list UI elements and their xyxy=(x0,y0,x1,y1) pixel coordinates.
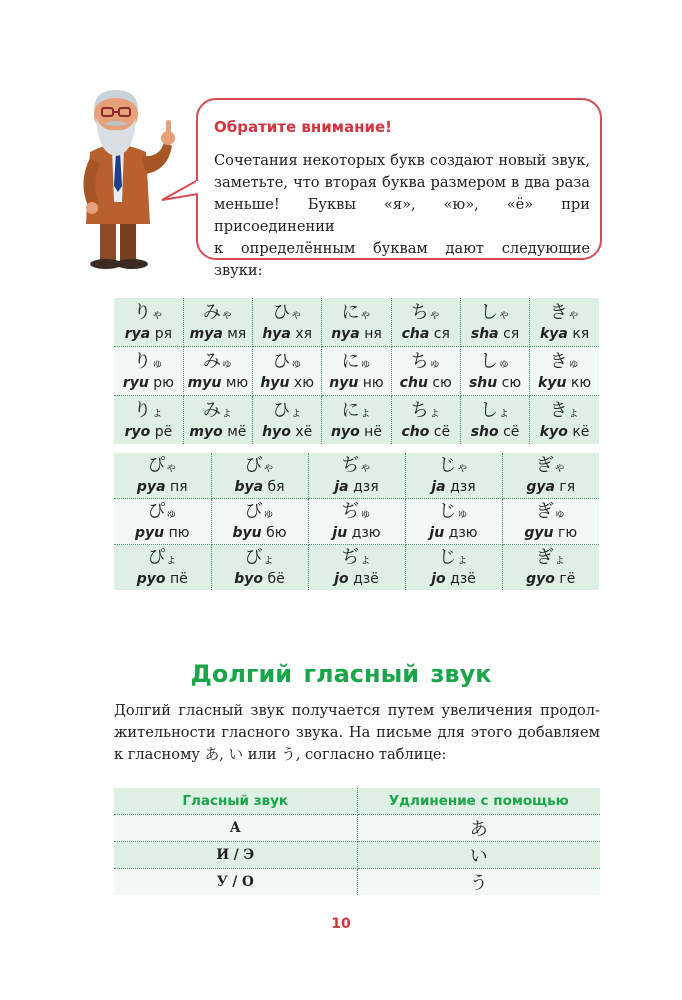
reading xyxy=(530,423,599,441)
kana-glyph xyxy=(530,400,599,423)
kana-small: ゃ xyxy=(498,306,511,321)
kana-main: ち xyxy=(410,399,429,421)
kana-small: ゃ xyxy=(553,460,566,474)
reading xyxy=(253,374,321,392)
cyrillic-reading: сю xyxy=(501,374,522,391)
reading xyxy=(392,325,460,343)
kana-small: ゅ xyxy=(290,355,303,370)
kana-cell xyxy=(405,453,502,499)
kana-cell xyxy=(114,347,183,396)
table-row xyxy=(114,499,599,545)
kana-small: ゃ xyxy=(567,306,580,321)
kana-cell xyxy=(322,347,391,396)
kana-glyph xyxy=(114,455,211,478)
kana-glyph xyxy=(503,455,600,478)
kana-cell: う xyxy=(357,869,600,896)
cyrillic-reading: сё xyxy=(433,423,451,440)
kana-small: ゃ xyxy=(359,460,372,474)
kana-cell xyxy=(391,347,460,396)
romaji: ryu xyxy=(122,374,149,391)
kana-small: ゃ xyxy=(151,306,164,321)
yoon-table-1 xyxy=(114,298,599,444)
kana-glyph xyxy=(322,302,390,325)
kana-cell xyxy=(114,499,211,545)
romaji: pyu xyxy=(134,525,165,541)
kana-small: ょ xyxy=(290,404,303,419)
cyrillic-reading: ся xyxy=(433,325,450,342)
cyrillic-reading: сё xyxy=(503,423,520,440)
cyrillic-reading: ся xyxy=(503,325,520,342)
romaji: pya xyxy=(136,479,166,495)
reading xyxy=(461,374,529,392)
cyrillic-reading: сю xyxy=(432,374,452,391)
kana-main: に xyxy=(341,301,360,323)
reading xyxy=(309,570,405,588)
cyrillic-reading: гя xyxy=(559,479,576,495)
kana-small: ゃ xyxy=(220,306,233,321)
reading xyxy=(212,524,308,542)
notice-line: Сочетания некоторых букв создают новый звук, xyxy=(214,152,590,169)
kana-main: ぎ xyxy=(535,455,554,476)
table-row xyxy=(114,815,600,842)
kana-cell xyxy=(502,453,599,499)
kana-cell xyxy=(114,545,211,591)
kana-cell xyxy=(183,298,252,347)
cyrillic-reading: бя xyxy=(267,479,285,495)
kana-cell xyxy=(183,347,252,396)
romaji: nyo xyxy=(331,423,360,440)
kana-cell xyxy=(460,347,529,396)
cyrillic-reading: хя xyxy=(295,325,313,342)
romaji: bya xyxy=(234,479,264,495)
romaji: myu xyxy=(187,374,222,391)
romaji: myo xyxy=(189,423,223,440)
reading xyxy=(309,524,405,542)
notice-line: к определённым буквам дают следующие звуки: xyxy=(214,240,590,279)
romaji: byo xyxy=(234,571,264,587)
romaji: sho xyxy=(470,423,499,440)
kana-cell xyxy=(114,298,183,347)
speech-bubble-tail xyxy=(160,178,200,208)
column-header: Гласный звук xyxy=(114,788,357,815)
romaji: gya xyxy=(526,479,555,495)
reading xyxy=(461,423,529,441)
notice-line: заметьте, что вторая буква размером в два раза xyxy=(214,174,590,191)
reading xyxy=(212,570,308,588)
kana-glyph xyxy=(530,351,599,374)
reading xyxy=(212,478,308,496)
reading xyxy=(406,478,502,496)
kana-main: り xyxy=(133,350,152,372)
reading xyxy=(114,423,183,441)
cyrillic-reading: рю xyxy=(153,374,174,391)
reading xyxy=(253,325,321,343)
cyrillic-reading: дзю xyxy=(351,525,381,541)
kana-small: ょ xyxy=(220,404,233,419)
kana-main: じ xyxy=(438,501,457,522)
reading xyxy=(530,325,599,343)
kana-cell xyxy=(460,298,529,347)
kana-cell xyxy=(211,545,308,591)
romaji: kya xyxy=(539,325,568,342)
cyrillic-reading: бю xyxy=(266,525,287,541)
kana-main: き xyxy=(549,399,568,421)
table-row xyxy=(114,347,599,396)
reading xyxy=(184,423,252,441)
kana-main: に xyxy=(341,350,360,372)
vowel-cell: А xyxy=(114,815,357,842)
table-row xyxy=(114,396,599,445)
cyrillic-reading: дзю xyxy=(448,525,478,541)
section-text xyxy=(114,700,600,766)
kana-small: ゅ xyxy=(359,355,372,370)
vowel-cell: У / О xyxy=(114,869,357,896)
reading xyxy=(322,374,390,392)
notice-title: Обратите внимание! xyxy=(214,118,393,136)
romaji: ja xyxy=(431,479,446,495)
kana-small: ゃ xyxy=(428,306,441,321)
kana-glyph xyxy=(461,302,529,325)
romaji: jo xyxy=(431,571,446,587)
reading xyxy=(406,570,502,588)
kana-glyph xyxy=(461,400,529,423)
romaji: byu xyxy=(232,525,262,541)
kana-cell xyxy=(530,347,599,396)
kana-small: ょ xyxy=(151,404,164,419)
romaji: hya xyxy=(262,325,291,342)
kana-cell xyxy=(502,499,599,545)
kana-cell xyxy=(322,396,391,445)
kana-glyph xyxy=(212,547,308,570)
kana-cell xyxy=(114,396,183,445)
cyrillic-reading: хю xyxy=(293,374,314,391)
kana-main: じ xyxy=(438,455,457,476)
kana-small: ゅ xyxy=(220,355,233,370)
romaji: rya xyxy=(124,325,151,342)
reading xyxy=(406,524,502,542)
page-number: 10 xyxy=(331,916,351,932)
kana-main: ぴ xyxy=(147,455,166,476)
kana-main: ぢ xyxy=(341,547,360,568)
romaji: pyo xyxy=(136,571,166,587)
teacher-illustration xyxy=(72,82,197,270)
cyrillic-reading: мя xyxy=(227,325,247,342)
kana-glyph xyxy=(253,400,321,423)
kana-glyph xyxy=(406,455,502,478)
kana-cell xyxy=(253,347,322,396)
kana-main: み xyxy=(202,399,221,421)
kana-glyph xyxy=(184,351,252,374)
reading xyxy=(461,325,529,343)
cyrillic-reading: рё xyxy=(154,423,173,440)
kana-glyph xyxy=(406,547,502,570)
kana-main: ぴ xyxy=(147,501,166,522)
long-vowel-table xyxy=(114,788,600,895)
kana-glyph xyxy=(114,400,183,423)
kana-main: み xyxy=(202,301,221,323)
kana-glyph xyxy=(253,351,321,374)
romaji: kyu xyxy=(538,374,567,391)
kana-small: ょ xyxy=(262,552,275,566)
section-line: к гласному あ, い или う, согласно таблице: xyxy=(114,746,447,763)
table-row xyxy=(114,453,599,499)
kana-main: し xyxy=(480,399,499,421)
kana-glyph xyxy=(114,351,183,374)
kana-glyph xyxy=(309,501,405,524)
cyrillic-reading: ря xyxy=(154,325,173,342)
romaji: mya xyxy=(189,325,223,342)
romaji: ju xyxy=(332,525,348,541)
kana-cell xyxy=(322,298,391,347)
kana-small: ゃ xyxy=(359,306,372,321)
cyrillic-reading: ня xyxy=(364,325,382,342)
reading xyxy=(322,423,390,441)
kana-small: ゃ xyxy=(262,460,275,474)
table-header-row xyxy=(114,788,600,815)
cyrillic-reading: дзё xyxy=(353,571,379,587)
cyrillic-reading: дзя xyxy=(450,479,476,495)
kana-cell xyxy=(183,396,252,445)
romaji: sha xyxy=(470,325,499,342)
kana-main: し xyxy=(480,301,499,323)
kana-small: ゅ xyxy=(262,506,275,520)
reading xyxy=(114,374,183,392)
kana-main: ひ xyxy=(272,399,291,421)
kana-cell xyxy=(211,453,308,499)
kana-small: ゅ xyxy=(428,355,441,370)
romaji: jo xyxy=(334,571,349,587)
kana-small: ょ xyxy=(428,404,441,419)
cyrillic-reading: дзя xyxy=(353,479,379,495)
cyrillic-reading: нё xyxy=(364,423,382,440)
cyrillic-reading: кё xyxy=(572,423,590,440)
romaji: nya xyxy=(331,325,360,342)
kana-cell xyxy=(114,453,211,499)
section-line: жительности гласного звука. На письме для этого добавляем xyxy=(114,724,600,741)
kana-glyph xyxy=(461,351,529,374)
vowel-cell: И / Э xyxy=(114,842,357,869)
table-row xyxy=(114,842,600,869)
kana-small: ゅ xyxy=(567,355,580,370)
romaji: kyo xyxy=(539,423,568,440)
reading xyxy=(503,478,600,496)
cyrillic-reading: дзё xyxy=(450,571,476,587)
kana-small: ょ xyxy=(553,552,566,566)
cyrillic-reading: мю xyxy=(225,374,249,391)
kana-main: し xyxy=(480,350,499,372)
romaji: cha xyxy=(401,325,430,342)
kana-main: ぎ xyxy=(535,547,554,568)
kana-glyph xyxy=(392,400,460,423)
section-line: Долгий гласный звук получается путем увеличения продол- xyxy=(114,702,600,719)
cyrillic-reading: гё xyxy=(559,571,576,587)
kana-small: ょ xyxy=(359,404,372,419)
kana-main: ひ xyxy=(272,350,291,372)
cyrillic-reading: пю xyxy=(168,525,190,541)
kana-main: り xyxy=(133,399,152,421)
cyrillic-reading: пё xyxy=(169,571,188,587)
kana-main: ぴ xyxy=(147,547,166,568)
kana-cell xyxy=(405,545,502,591)
romaji: hyo xyxy=(262,423,291,440)
kana-main: に xyxy=(341,399,360,421)
romaji: ju xyxy=(429,525,445,541)
kana-main: き xyxy=(549,350,568,372)
cyrillic-reading: хё xyxy=(295,423,313,440)
kana-glyph xyxy=(322,400,390,423)
reading xyxy=(530,374,599,392)
notice-line: меньше! Буквы «я», «ю», «ё» при присоединении xyxy=(214,196,590,235)
kana-small: ゅ xyxy=(498,355,511,370)
reading xyxy=(503,524,600,542)
kana-glyph xyxy=(114,302,183,325)
kana-glyph xyxy=(392,302,460,325)
kana-small: ょ xyxy=(498,404,511,419)
romaji: gyu xyxy=(524,525,554,541)
kana-glyph xyxy=(503,547,600,570)
kana-main: み xyxy=(202,350,221,372)
reading xyxy=(114,524,211,542)
kana-small: ゃ xyxy=(456,460,469,474)
kana-cell xyxy=(502,545,599,591)
kana-small: ゅ xyxy=(165,506,178,520)
kana-small: ゃ xyxy=(165,460,178,474)
kana-small: ょ xyxy=(456,552,469,566)
kana-main: り xyxy=(133,301,152,323)
kana-main: ぢ xyxy=(341,501,360,522)
kana-glyph xyxy=(184,302,252,325)
kana-small: ょ xyxy=(567,404,580,419)
kana-main: び xyxy=(244,547,263,568)
kana-cell xyxy=(308,499,405,545)
kana-glyph xyxy=(212,455,308,478)
kana-cell xyxy=(211,499,308,545)
kana-cell xyxy=(253,298,322,347)
cyrillic-reading: кя xyxy=(572,325,590,342)
reading xyxy=(322,325,390,343)
kana-cell xyxy=(405,499,502,545)
kana-small: ゅ xyxy=(553,506,566,520)
reading xyxy=(114,325,183,343)
kana-glyph xyxy=(309,547,405,570)
romaji: cho xyxy=(401,423,430,440)
yoon-table-2 xyxy=(114,453,599,590)
kana-glyph xyxy=(309,455,405,478)
kana-small: ゅ xyxy=(456,506,469,520)
kana-cell xyxy=(253,396,322,445)
kana-main: ぎ xyxy=(535,501,554,522)
reading xyxy=(114,570,211,588)
romaji: gyo xyxy=(526,571,555,587)
kana-main: じ xyxy=(438,547,457,568)
reading xyxy=(309,478,405,496)
reading xyxy=(184,325,252,343)
kana-main: び xyxy=(244,501,263,522)
romaji: shu xyxy=(468,374,498,391)
kana-main: ち xyxy=(410,301,429,323)
kana-glyph xyxy=(406,501,502,524)
kana-cell xyxy=(391,396,460,445)
romaji: chu xyxy=(399,374,428,391)
kana-glyph xyxy=(114,547,211,570)
kana-main: び xyxy=(244,455,263,476)
kana-cell xyxy=(530,298,599,347)
kana-cell: あ xyxy=(357,815,600,842)
kana-cell xyxy=(460,396,529,445)
kana-glyph xyxy=(212,501,308,524)
reading xyxy=(392,374,460,392)
kana-cell xyxy=(308,453,405,499)
cyrillic-reading: мё xyxy=(227,423,247,440)
notice-text xyxy=(214,150,590,282)
kana-glyph xyxy=(322,351,390,374)
kana-glyph xyxy=(253,302,321,325)
kana-main: ぢ xyxy=(341,455,360,476)
kana-main: き xyxy=(549,301,568,323)
cyrillic-reading: кю xyxy=(570,374,592,391)
kana-glyph xyxy=(392,351,460,374)
romaji: ja xyxy=(334,479,349,495)
kana-small: ょ xyxy=(165,552,178,566)
reading xyxy=(253,423,321,441)
kana-glyph xyxy=(184,400,252,423)
kana-cell xyxy=(391,298,460,347)
reading xyxy=(392,423,460,441)
kana-small: ょ xyxy=(359,552,372,566)
kana-cell xyxy=(308,545,405,591)
reading xyxy=(184,374,252,392)
kana-small: ゃ xyxy=(290,306,303,321)
kana-cell xyxy=(530,396,599,445)
cyrillic-reading: гю xyxy=(557,525,578,541)
reading xyxy=(503,570,600,588)
reading xyxy=(114,478,211,496)
kana-small: ゅ xyxy=(359,506,372,520)
table-row xyxy=(114,869,600,896)
romaji: hyu xyxy=(260,374,290,391)
romaji: ryo xyxy=(124,423,151,440)
table-row xyxy=(114,298,599,347)
cyrillic-reading: ню xyxy=(362,374,384,391)
column-header: Удлинение с помощью xyxy=(357,788,600,815)
kana-small: ゅ xyxy=(151,355,164,370)
kana-cell: い xyxy=(357,842,600,869)
romaji: nyu xyxy=(329,374,359,391)
kana-glyph xyxy=(114,501,211,524)
section-title: Долгий гласный звук xyxy=(190,660,492,688)
kana-main: ひ xyxy=(272,301,291,323)
cyrillic-reading: пя xyxy=(169,479,188,495)
table-row xyxy=(114,545,599,591)
kana-glyph xyxy=(503,501,600,524)
kana-glyph xyxy=(530,302,599,325)
cyrillic-reading: бё xyxy=(267,571,285,587)
kana-main: ち xyxy=(410,350,429,372)
